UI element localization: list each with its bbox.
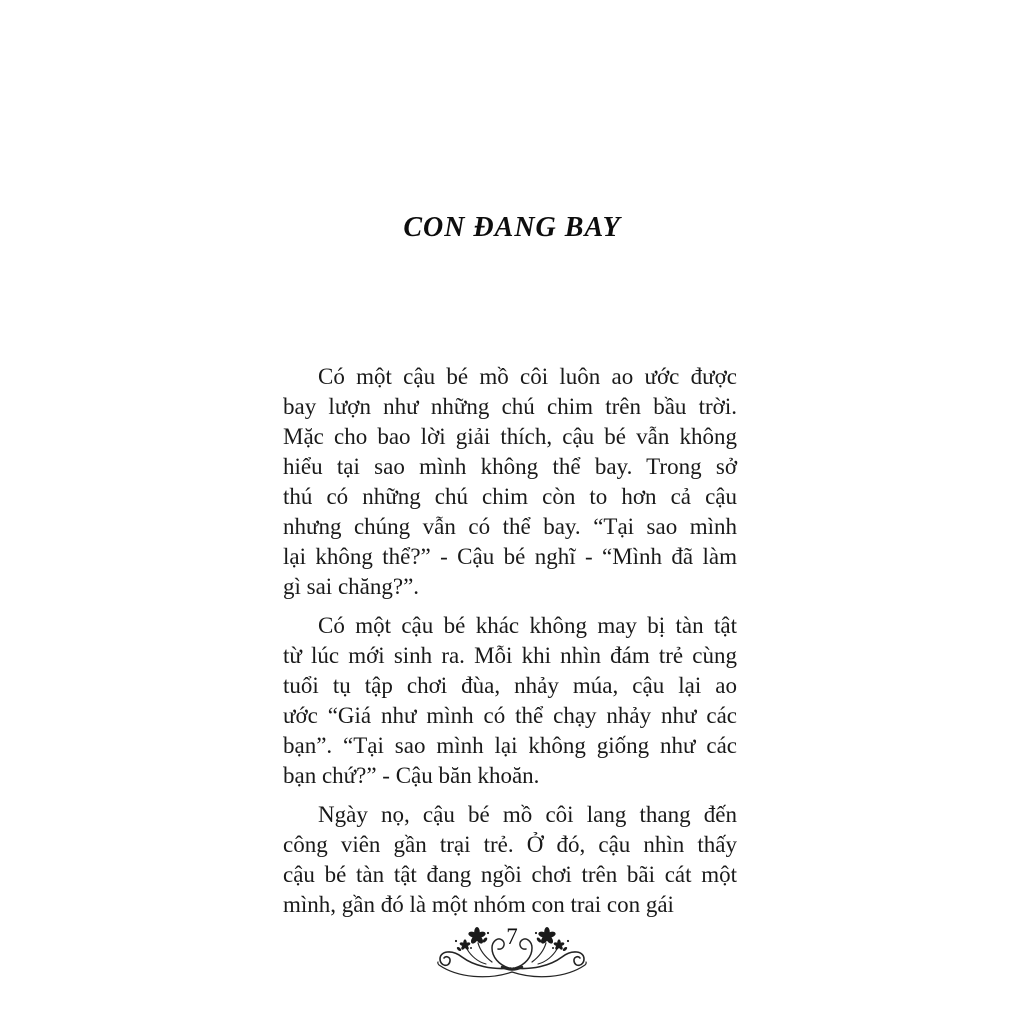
text-line: bay lượn như những chú chim trên bầu trời. bbox=[283, 394, 737, 419]
text-line: ước “Giá như mình có thể chạy nhảy như các bbox=[283, 703, 737, 728]
text-line: gì sai chăng?”. bbox=[283, 574, 420, 599]
text-line: thú có những chú chim còn to hơn cả cậu bbox=[283, 484, 737, 509]
text-line: Ngày nọ, cậu bé mồ côi lang thang đến bbox=[318, 802, 737, 827]
text-block bbox=[283, 362, 737, 920]
text-line: từ lúc mới sinh ra. Mỗi khi nhìn đám trẻ cùng bbox=[283, 643, 737, 668]
text-line: Mặc cho bao lời giải thích, cậu bé vẫn không bbox=[283, 424, 737, 449]
chapter-title: CON ĐANG BAY bbox=[403, 211, 621, 244]
page-footer bbox=[432, 922, 592, 994]
text-line: nhưng chúng vẫn có thể bay. “Tại sao mình bbox=[283, 514, 737, 539]
text-line: tuổi tụ tập chơi đùa, nhảy múa, cậu lại ao bbox=[283, 673, 737, 698]
text-line: bạn chứ?” - Cậu băn khoăn. bbox=[283, 763, 540, 788]
text-line: hiểu tại sao mình không thể bay. Trong sở bbox=[283, 454, 737, 479]
text-line: Có một cậu bé khác không may bị tàn tật bbox=[318, 613, 737, 638]
text-line: công viên gần trại trẻ. Ở đó, cậu nhìn thấy bbox=[283, 832, 737, 857]
text-line: mình, gần đó là một nhóm con trai con gái bbox=[283, 892, 674, 917]
paragraph bbox=[283, 800, 737, 920]
paragraph bbox=[283, 611, 737, 791]
text-line: bạn”. “Tại sao mình lại không giống như các bbox=[283, 733, 737, 758]
text-line: lại không thể?” - Cậu bé nghĩ - “Mình đã làm bbox=[283, 544, 737, 569]
paragraph bbox=[283, 362, 737, 602]
page-number: 7 bbox=[506, 924, 518, 949]
text-line: cậu bé tàn tật đang ngồi chơi trên bãi cát một bbox=[283, 862, 737, 887]
text-line: Có một cậu bé mồ côi luôn ao ước được bbox=[318, 364, 737, 389]
